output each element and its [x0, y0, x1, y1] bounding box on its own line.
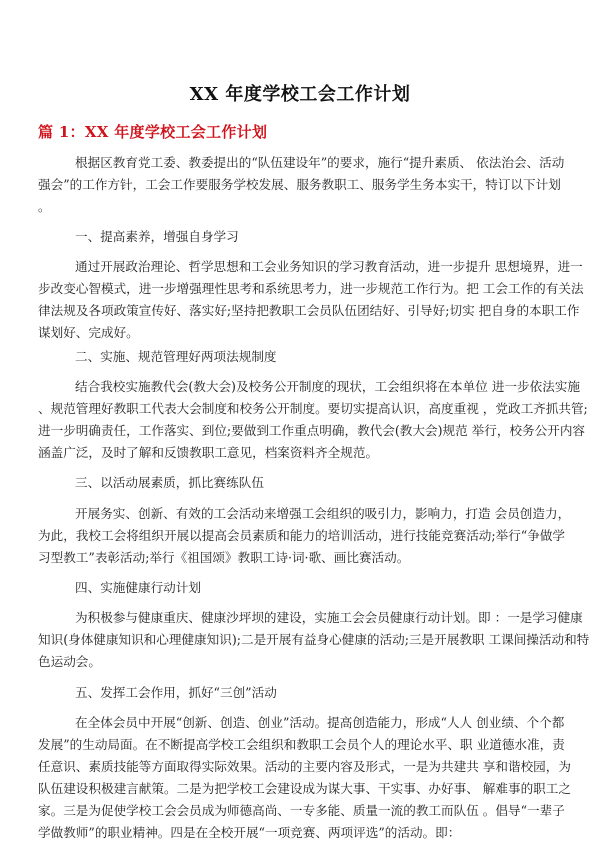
section-paragraph-4: [38, 607, 590, 673]
text-line: 律法规及各项政策宣传好、落实好;坚持把教职工会员队伍团结好、引导好;切实 把自身的本职工作: [38, 303, 580, 318]
section-paragraph-5: [38, 712, 571, 844]
text-line: 结合我校实施教代会(教大会)及校务公开制度的现状，工会组织将在本单位 进一步依法实施: [75, 379, 580, 394]
text-line: 、规范管理好教职工代表大会制度和校务公开制度。要切实提高认识，高度重视 ，党政工齐抓共管;: [38, 401, 588, 416]
text-line: 进一步明确责任，工作落实、到位;要做到工作重点明确，教代会(教大会)规范 举行，校务公开内容: [38, 423, 586, 438]
text-line: 家。三是为促使学校工会会员成为师德高尚、一专多能、质量一流的教工而队伍 。倡导“一辈子: [38, 803, 565, 818]
intro-paragraph: [38, 152, 563, 218]
text-line: 谋划好、完成好。: [38, 325, 139, 340]
text-line: 根据区教育党工委、教委提出的“队伍建设年”的要求，施行“提升素质、 依法治会、活动: [75, 155, 565, 170]
section-heading-2: 二、实施、规范管理好两项法规制度: [75, 349, 277, 364]
section-heading-5: 五、发挥工会作用，抓好“三创”活动: [75, 685, 277, 700]
text-line: 。: [38, 199, 51, 214]
text-line: 习型教工”表彰活动;举行《祖国颂》教职工诗·词·歌、画比赛活动。: [38, 550, 410, 565]
text-line: 在全体会员中开展“创新、创造、创业”活动。提高创造能力，形成“人人 创业绩、个个都: [75, 715, 565, 730]
text-line: 强会”的工作方针，工会工作要服务学校发展、服务教职工、服务学生务本实干，特订以下计划: [38, 177, 561, 192]
text-line: 知识(身体健康知识和心理健康知识);二是开展有益身心健康的活动;三是开展教职 工课间操活动和特: [38, 632, 590, 647]
section-heading-1: 一、提高素养，增强自身学习: [75, 229, 239, 244]
text-line: 队伍建设积极建言献策。二是为把学校工会建设成为谋大事、干实事、办好事、 解难事的职工之: [38, 781, 571, 796]
text-line: 开展务实、创新、有效的工会活动来增强工会组织的吸引力，影响力，打造 会员创造力，: [75, 506, 571, 521]
text-line: 通过开展政治理论、哲学思想和工会业务知识的学习教育活动，进一步提升 思想境界，进一: [75, 259, 583, 274]
text-line: 色运动会。: [38, 654, 101, 669]
document-title: XX 年度学校工会工作计划: [189, 84, 411, 105]
section-paragraph-1: [38, 256, 584, 344]
text-line: 涵盖广泛，及时了解和反馈教职工意见，档案资料齐全规范。: [38, 445, 379, 460]
text-line: 为积极参与健康重庆、健康沙坪坝的建设，实施工会会员健康行动计划。即 ：一是学习健康: [75, 610, 583, 625]
text-line: 步改变心智模式，进一步增强理性思考和系统思考力，进一步规范工作行为。把 工会工作的有关法: [38, 281, 584, 296]
section-paragraph-3: [38, 503, 571, 569]
section-heading-3: 三、以活动展素质，抓比赛练队伍: [75, 475, 264, 490]
section-paragraph-2: [38, 376, 588, 464]
text-line: 为此，我校工会将组织开展以提高会员素质和能力的培训活动，进行技能竞赛活动;举行“争做学: [38, 528, 566, 543]
section-heading-4: 四、实施健康行动计划: [75, 580, 201, 595]
text-line: 发展”的生动局面。在不断提高学校工会组织和教职工会员个人的理论水平、职 业道德水准，责: [38, 737, 565, 752]
text-line: 任意识、素质技能等方面取得实际效果。活动的主要内容及形式，一是为共建共 享和谐校园，为: [38, 759, 571, 774]
text-line: 学做教师”的职业精神。四是在全校开展“一项竞赛、两项评选”的活动。即：: [38, 825, 461, 840]
document-subtitle: 篇 1：XX 年度学校工会工作计划: [38, 123, 268, 141]
